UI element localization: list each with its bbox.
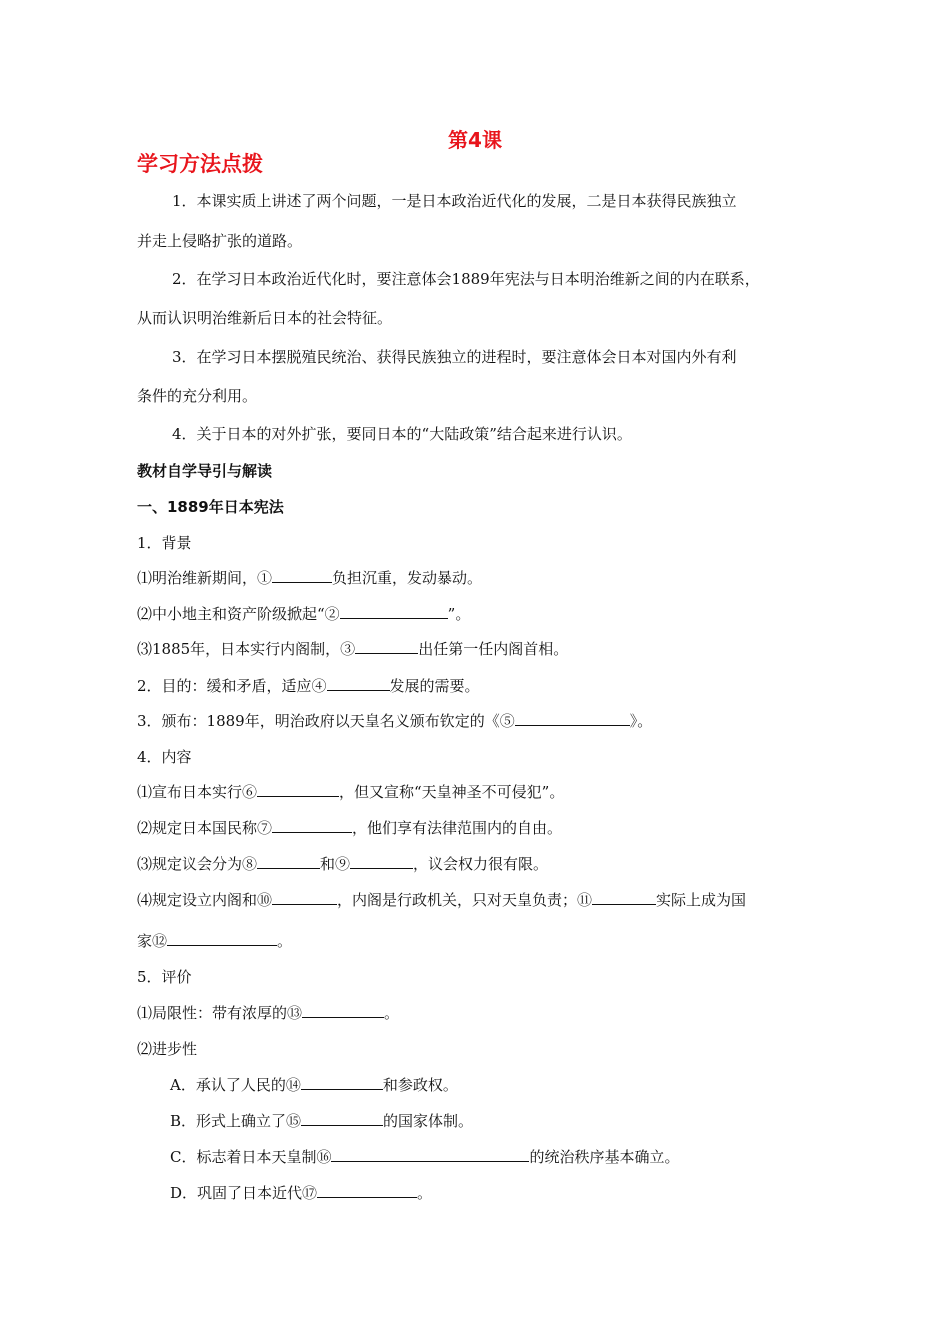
answer-blank-10[interactable] — [272, 889, 337, 905]
fill-line: ⑵中小地主和资产阶级掀起“② ”。 — [137, 605, 471, 623]
lesson-title: 第4课 — [448, 128, 502, 152]
answer-blank-3[interactable] — [355, 638, 418, 654]
answer-blank-8[interactable] — [257, 853, 320, 869]
method-item: 条件的充分利用。 — [137, 387, 258, 405]
answer-blank-15[interactable] — [301, 1110, 383, 1126]
answer-blank-13[interactable] — [302, 1002, 384, 1018]
fill-line: ⑶1885年，日本实行内阁制，③ 出任第一任内阁首相。 — [137, 640, 569, 658]
part1-heading: 一、1889年日本宪法 — [137, 498, 284, 516]
fill-line: ⑴局限性：带有浓厚的⑬ 。 — [137, 1004, 400, 1022]
progress-label: ⑵进步性 — [137, 1040, 198, 1058]
answer-blank-12[interactable] — [167, 930, 277, 946]
method-item: 并走上侵略扩张的道路。 — [137, 232, 303, 250]
fill-line: 家⑫ 。 — [137, 932, 293, 950]
method-item: 1．本课实质上讲述了两个问题，一是日本政治近代化的发展，二是日本获得民族独立 — [172, 192, 737, 210]
method-item: 3．在学习日本摆脱殖民统治、获得民族独立的进程时，要注意体会日本对国内外有利 — [172, 348, 737, 366]
fill-line: ⑴明治维新期间，① 负担沉重，发动暴动。 — [137, 569, 483, 587]
answer-blank-6[interactable] — [257, 781, 339, 797]
fill-line: C．标志着日本天皇制⑯ 的统治秩序基本确立。 — [170, 1148, 680, 1166]
evaluation-label: 5．评价 — [137, 968, 192, 986]
guide-heading: 教材自学导引与解读 — [137, 462, 273, 480]
method-heading: 学习方法点拨 — [137, 152, 263, 176]
answer-blank-2[interactable] — [340, 603, 448, 619]
background-label: 1．背景 — [137, 534, 192, 552]
fill-line: ⑵规定日本国民称⑦ ，他们享有法律范围内的自由。 — [137, 819, 563, 837]
fill-line: B．形式上确立了⑮ 的国家体制。 — [170, 1112, 474, 1130]
method-item: 从而认识明治维新后日本的社会特征。 — [137, 309, 393, 327]
answer-blank-1[interactable] — [272, 567, 332, 583]
fill-line: D．巩固了日本近代⑰ 。 — [170, 1184, 433, 1202]
fill-line: 2．目的：缓和矛盾，适应④ 发展的需要。 — [137, 677, 480, 695]
content-label: 4．内容 — [137, 748, 192, 766]
fill-line: A．承认了人民的⑭ 和参政权。 — [170, 1076, 458, 1094]
fill-line: ⑷规定设立内阁和⑩ ，内阁是行政机关，只对天皇负责；⑪ 实际上成为国 — [137, 891, 747, 909]
answer-blank-11[interactable] — [592, 889, 656, 905]
answer-blank-7[interactable] — [272, 817, 352, 833]
answer-blank-17[interactable] — [317, 1182, 417, 1198]
method-item: 2．在学习日本政治近代化时，要注意体会1889年宪法与日本明治维新之间的内在联系， — [172, 270, 760, 288]
fill-line: ⑴宣布日本实行⑥ ，但又宣称“天皇神圣不可侵犯”。 — [137, 783, 565, 801]
answer-blank-9[interactable] — [350, 853, 413, 869]
method-item: 4．关于日本的对外扩张，要同日本的“大陆政策”结合起来进行认识。 — [172, 425, 632, 443]
fill-line: 3．颁布：1889年，明治政府以天皇名义颁布钦定的《⑤ 》。 — [137, 712, 653, 730]
answer-blank-5[interactable] — [515, 710, 630, 726]
answer-blank-14[interactable] — [301, 1074, 383, 1090]
fill-line: ⑶规定议会分为⑧ 和⑨ ，议会权力很有限。 — [137, 855, 549, 873]
answer-blank-4[interactable] — [327, 675, 390, 691]
answer-blank-16[interactable] — [331, 1146, 529, 1162]
